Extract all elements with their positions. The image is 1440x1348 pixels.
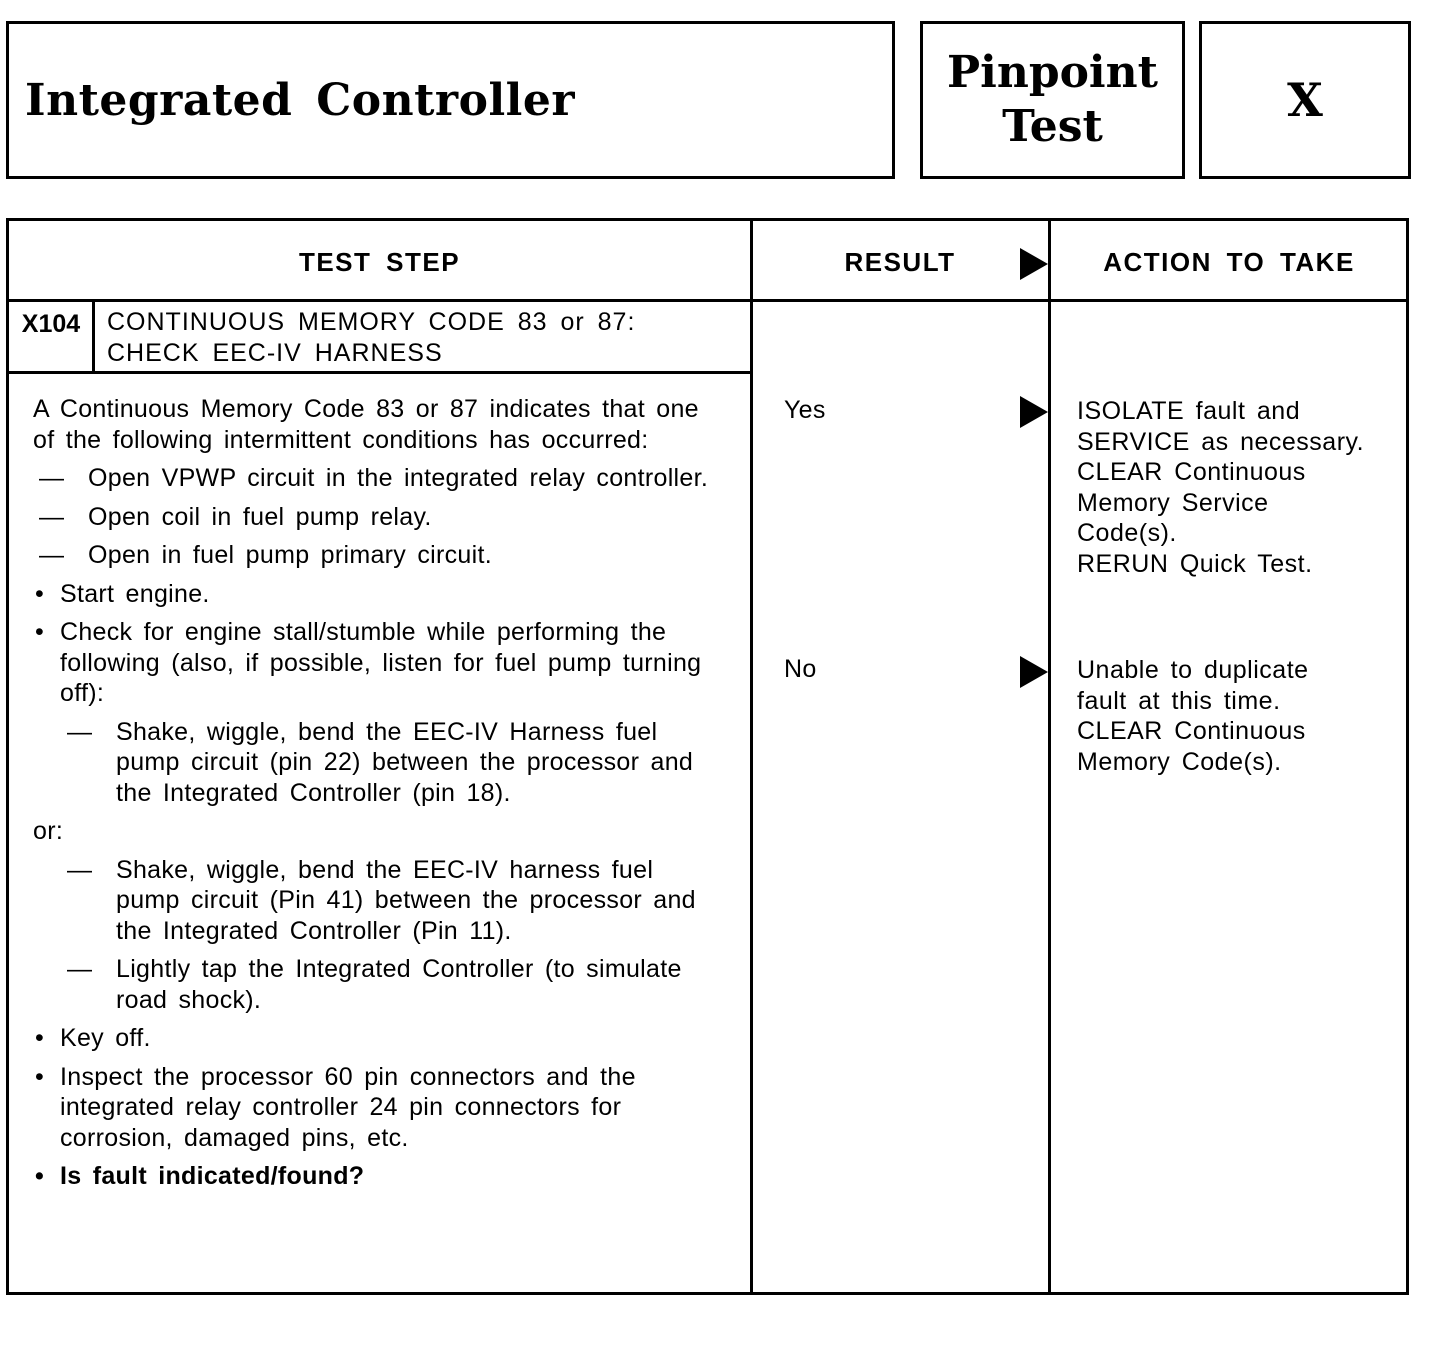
section-letter: X: [1287, 73, 1323, 127]
condition-text: Open in fuel pump primary circuit.: [88, 541, 492, 569]
result-arrow-icon: [1020, 248, 1048, 280]
action-no: [1077, 655, 1397, 777]
sub-item: [33, 954, 728, 1015]
bullet-item: [33, 617, 728, 709]
pinpoint-test-label: [947, 46, 1158, 154]
bullet-marker: •: [35, 1024, 45, 1052]
sub-item: [33, 717, 728, 809]
column-divider-2: [1048, 218, 1051, 1295]
action-line: Memory Service: [1077, 488, 1269, 517]
section-letter-box: [1199, 21, 1411, 179]
dash-marker: —: [67, 855, 93, 884]
action-line: ISOLATE fault and: [1077, 397, 1301, 425]
bullet-marker: •: [35, 1062, 45, 1091]
dash-marker: —: [67, 955, 93, 983]
dash-marker: —: [39, 541, 65, 569]
step-title: [107, 307, 635, 369]
result-yes: Yes: [784, 396, 826, 424]
condition-text: Open VPWP circuit in the integrated relay controller.: [88, 464, 709, 492]
test-step-body: [33, 394, 728, 1192]
step-heading-divider: [6, 371, 753, 374]
sub-item-text: Shake, wiggle, bend the EEC-IV Harness fuel pump circuit (pin 22) between the processor and the Integrated Controller (pin 18).: [116, 717, 694, 807]
bullet-inspect: Inspect the processor 60 pin connectors and the integrated relay controller 24 pin connectors for corrosion, damaged pins, etc.: [60, 1062, 636, 1152]
action-line: Memory Code(s).: [1077, 747, 1282, 776]
column-header-test-step: TEST STEP: [298, 247, 461, 277]
action-line: CLEAR Continuous: [1077, 717, 1306, 745]
bullet-marker: •: [35, 1162, 45, 1190]
header-row-divider: [6, 299, 1409, 302]
condition-item: [33, 502, 728, 533]
condition-item: [33, 463, 728, 494]
action-line: SERVICE as necessary.: [1077, 427, 1365, 456]
bullet-check-stall: Check for engine stall/stumble while performing the following (also, if possible, listen for fuel pump turning off):: [60, 618, 702, 707]
action-line: CLEAR Continuous: [1077, 458, 1306, 486]
or-label: or:: [33, 817, 64, 845]
column-header-result: RESULT: [844, 247, 956, 277]
step-title-line-1: CONTINUOUS MEMORY CODE 83 or 87:: [107, 308, 636, 336]
bullet-start-engine: Start engine.: [60, 579, 210, 608]
column-header-action: ACTION TO TAKE: [1103, 247, 1355, 277]
action-line: fault at this time.: [1077, 686, 1281, 715]
action-line: Code(s).: [1077, 519, 1177, 547]
sub-item-text: Shake, wiggle, bend the EEC-IV harness fuel pump circuit (Pin 41) between the processor and the Integrated Controller (Pin 11).: [116, 855, 696, 945]
action-yes: [1077, 396, 1397, 579]
condition-item: [33, 540, 728, 571]
dash-marker: —: [39, 502, 65, 531]
no-arrow-icon: [1020, 656, 1048, 688]
condition-text: Open coil in fuel pump relay.: [88, 502, 432, 531]
result-no: No: [784, 655, 817, 683]
document-title: Integrated Controller: [25, 74, 576, 126]
action-line: Unable to duplicate: [1077, 656, 1309, 684]
yes-arrow-icon: [1020, 396, 1048, 428]
bullet-item: [33, 579, 728, 610]
dash-marker: —: [67, 717, 93, 746]
question-text: Is fault indicated/found?: [60, 1162, 365, 1190]
sub-item-text: Lightly tap the Integrated Controller (to simulate road shock).: [116, 955, 682, 1014]
dash-marker: —: [39, 464, 65, 492]
pinpoint-line-1: Pinpoint: [947, 47, 1158, 98]
step-title-line-2: CHECK EEC-IV HARNESS: [107, 339, 443, 367]
intro-text: A Continuous Memory Code 83 or 87 indicates that one of the following intermittent conditions has occurred:: [33, 395, 699, 454]
pinpoint-test-box: [920, 21, 1185, 179]
bullet-marker: •: [35, 579, 45, 608]
bullet-item: [33, 1023, 728, 1054]
bullet-key-off: Key off.: [60, 1024, 151, 1052]
sub-item: [33, 855, 728, 947]
step-number: X104: [21, 310, 81, 338]
bullet-item: [33, 1161, 728, 1192]
title-box: [6, 21, 895, 179]
bullet-marker: •: [35, 618, 45, 646]
pinpoint-line-2: Test: [1002, 101, 1103, 152]
action-line: RERUN Quick Test.: [1077, 549, 1313, 578]
column-divider-1: [750, 218, 753, 1295]
bullet-item: [33, 1062, 728, 1154]
